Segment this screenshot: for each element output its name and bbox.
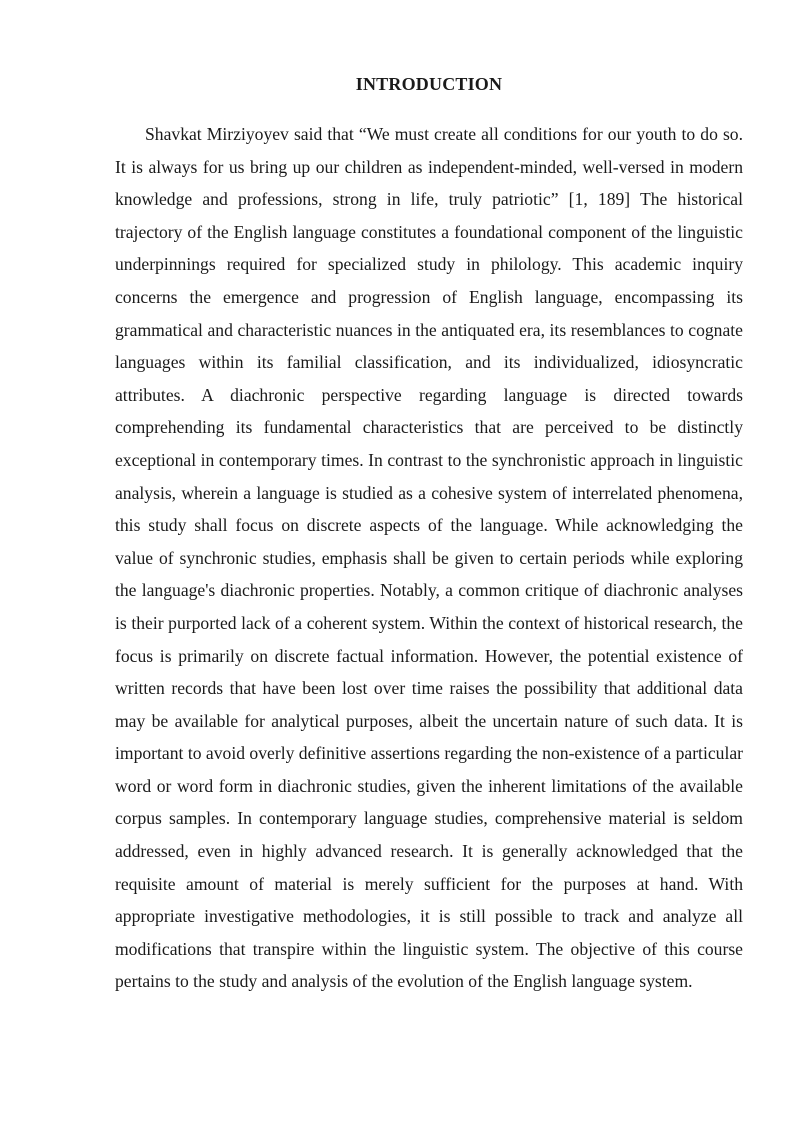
introduction-paragraph: Shavkat Mirziyoyev said that “We must create all conditions for our youth to do so. It is always for us bring up our children as independent-minded, well-versed in modern knowledge and professions, strong in life, truly patriotic” [1, 189] The historical trajectory of the English language constitutes a foundational component of the linguistic underpinnings required for specialized study in philology. This academic inquiry concerns the emergence and progression of English language, encompassing its grammatical and characteristic nuances in the antiquated era, its resemblances to cognate languages within its familial classification, and its individualized, idiosyncratic attributes. A diachronic perspective regarding language is directed towards comprehending its fundamental characteristics that are perceived to be distinctly exceptional in contemporary times. In contrast to the synchronistic approach in linguistic analysis, wherein a language is studied as a cohesive system of interrelated phenomena, this study shall focus on discrete aspects of the language. While acknowledging the value of synchronic studies, emphasis shall be given to certain periods while exploring the language's diachronic properties. Notably, a common critique of diachronic analyses is their purported lack of a coherent system. Within the context of historical research, the focus is primarily on discrete factual information. However, the potential existence of written records that have been lost over time raises the possibility that additional data may be available for analytical purposes, albeit the uncertain nature of such data. It is important to avoid overly definitive assertions regarding the non-existence of a particular word or word form in diachronic studies, given the inherent limitations of the available corpus samples. In contemporary language studies, comprehensive material is seldom addressed, even in highly advanced research. It is generally acknowledged that the requisite amount of material is merely sufficient for the purposes at hand. With appropriate investigative methodologies, it is still possible to track and analyze all modifications that transpire within the linguistic system. The objective of this course pertains to the study and analysis of the evolution of the English language system. — [115, 124, 743, 992]
section-heading: INTRODUCTION — [355, 74, 503, 94]
